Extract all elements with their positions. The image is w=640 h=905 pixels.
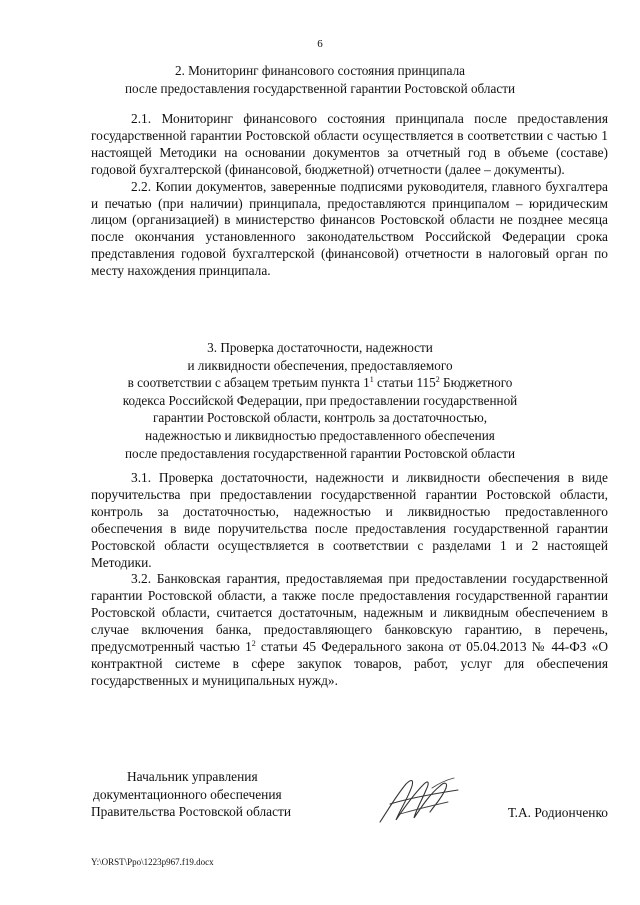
heading-text-part: в соответствии с абзацем третьим пункта 1: [127, 375, 370, 391]
handwritten-signature: [370, 770, 466, 830]
signatory-title: [91, 768, 291, 821]
section-2-heading-line: 2. Мониторинг финансового состояния принципала: [174, 63, 466, 78]
section-2-body: [91, 111, 608, 280]
signatory-name: Т.А. Родионченко: [507, 805, 608, 820]
section-2-heading-line: после предоставления государственной гарантии Ростовской области: [124, 80, 516, 96]
paragraph-3-1: 3.1. Проверка достаточности, надежности и ликвидности обеспечения в виде поручительства при предоставлении государственной гарантии Ростовской области, контроль за достаточностью, надежностью и ликвидностью предоставленного обеспечения в виде поручительства после предоставления государственной гарантии Ростовской области осуществляется в соответствии с разделами 1 и 2 настоящей Методики.: [91, 470, 608, 570]
section-2-heading: [60, 62, 580, 97]
section-3-heading-line: и ликвидности обеспечения, предоставляемого: [187, 357, 453, 373]
section-3-body: [91, 470, 608, 690]
paragraph-2-1: 2.1. Мониторинг финансового состояния принципала после предоставления государственной гарантии Ростовской области осуществляется в соответствии с частью 1 настоящей Методики на основании документов за отчетный год в объеме (составе) годовой бухгалтерской (финансовой, бюджетной) отчетности (далее – документы).: [91, 111, 608, 177]
superscript: 2: [435, 375, 440, 385]
section-3-heading-line: кодекса Российской Федерации, при предоставлении государственной: [122, 392, 518, 408]
paragraph-text-part: 3.2. Банковская гарантия, предоставляемая при предоставлении государственной гарантии Ростовской области, а также после предоставления государственной гарантии Ростовской области, считается достаточным, надежным и ликвидным обеспечением в случае включения банка, предоставляющего банковскую гарантию, в перечень, предусмотренный частью 1: [91, 571, 608, 655]
footer-file-path: Y:\ORST\Ppo\1223p967.f19.docx: [91, 857, 214, 867]
paragraph-2-2: 2.2. Копии документов, заверенные подписями руководителя, главного бухгалтера и печатью (при наличии) принципала, предоставляются принципалом – юридическим лицом (организацией) в министерство финансов Ростовской области не позднее месяца после окончания установленного законодательством Российской Федерации срока представления годовой бухгалтерской (финансовой) отчетности в налоговый орган по месту нахождения принципала.: [91, 178, 608, 279]
section-3-heading-line: после предоставления государственной гарантии Ростовской области: [124, 445, 516, 461]
heading-text-part: Бюджетного: [439, 375, 513, 391]
page-number: 6: [317, 38, 323, 50]
section-3-heading-line: [60, 374, 580, 392]
section-3-heading-line: надежностью и ликвидностью предоставленного обеспечения: [145, 427, 495, 443]
signatory-title-line: Начальник управления: [127, 769, 258, 784]
paragraph-text-part: статьи 45 Федерального закона от 05.04.2013 № 44-ФЗ «О контрактной системе в сфере закупок товаров, работ, услуг для обеспечения государственных и муниципальных нужд».: [91, 639, 608, 688]
signatory-title-line: Правительства Ростовской области: [91, 804, 292, 819]
section-3-heading-line: 3. Проверка достаточности, надежности: [207, 340, 433, 355]
section-3-heading-line: гарантии Ростовской области, контроль за достаточностью,: [153, 410, 487, 426]
section-3-heading: [60, 339, 580, 462]
superscript: 2: [251, 639, 256, 649]
signatory-title-line: документационного обеспечения: [93, 786, 282, 802]
paragraph-3-2: [91, 571, 608, 689]
heading-text-part: статьи 115: [373, 375, 436, 391]
superscript: 1: [369, 375, 374, 385]
